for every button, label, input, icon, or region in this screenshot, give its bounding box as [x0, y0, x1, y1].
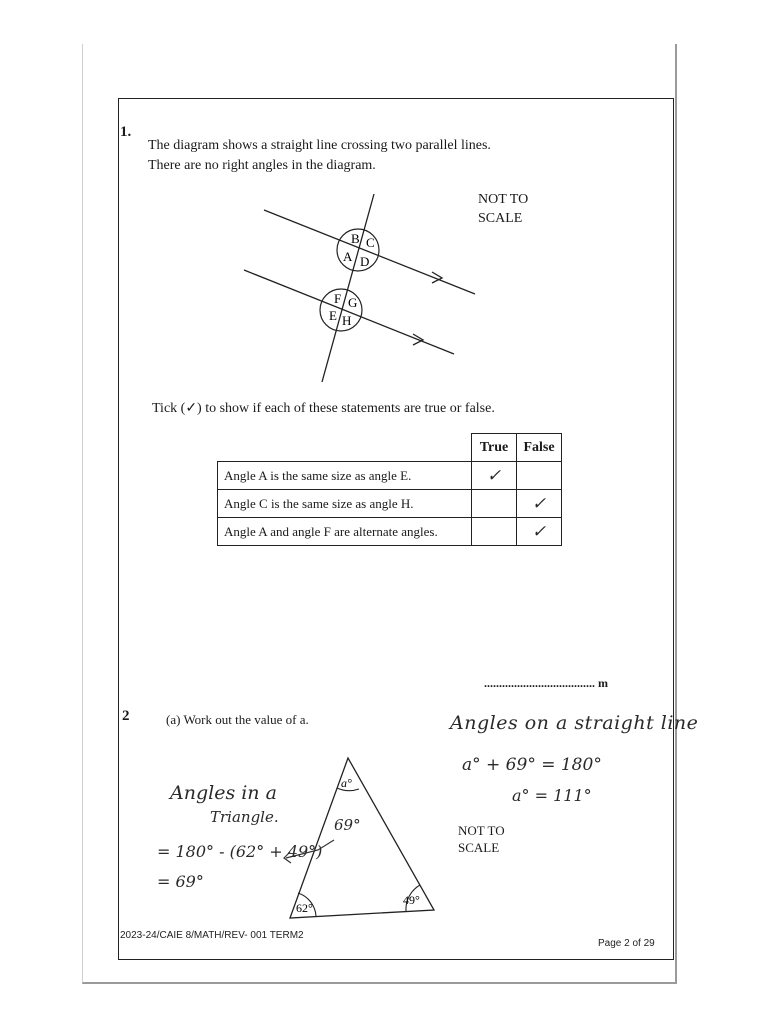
- handwritten-working-2: = 69°: [157, 872, 204, 891]
- angle-label-a: A: [343, 249, 353, 264]
- not-to-scale-line-2: SCALE: [478, 211, 523, 226]
- angle-62-label: 62°: [296, 901, 313, 915]
- header-true: True: [472, 434, 517, 462]
- header-false: False: [517, 434, 562, 462]
- question-1-line-1: The diagram shows a straight line crossing two parallel lines.: [148, 138, 491, 153]
- question-1-number: 1.: [120, 124, 132, 140]
- angle-49-label: 49°: [403, 893, 420, 907]
- tick-instruction: Tick (✓) to show if each of these statements are true or false.: [152, 401, 495, 416]
- angle-label-c: C: [366, 235, 375, 250]
- handwritten-equation-2: a° = 111°: [512, 786, 592, 805]
- footer-document-code: 2023-24/CAIE 8/MATH/REV- 001 TERM2: [120, 930, 304, 941]
- angle-a-label: a°: [341, 776, 352, 790]
- question-2-number: 2: [122, 708, 130, 724]
- not-to-scale-line-2: SCALE: [458, 840, 500, 855]
- statement-cell: Angle A is the same size as angle E.: [218, 462, 472, 490]
- handwritten-inner-angle: 69°: [334, 816, 361, 834]
- angle-label-d: D: [360, 254, 370, 269]
- statement-cell: Angle C is the same size as angle H.: [218, 490, 472, 518]
- question-2a-prompt: (a) Work out the value of a.: [166, 712, 309, 727]
- handwritten-title-triangle-2: Triangle.: [210, 808, 279, 826]
- angle-label-b: B: [351, 231, 360, 246]
- question-1-line-2: There are no right angles in the diagram.: [148, 158, 376, 173]
- handwritten-title-straight-line: Angles on a straight line: [450, 712, 699, 734]
- handwritten-equation-1: a° + 69° = 180°: [462, 755, 602, 775]
- footer-page-number: Page 2 of 29: [598, 938, 655, 949]
- statement-cell: Angle A and angle F are alternate angles.: [218, 518, 472, 546]
- true-tick-cell[interactable]: ✓: [472, 462, 517, 490]
- answer-line[interactable]: ..................................... m: [484, 676, 608, 690]
- not-to-scale-line-1: NOT TO: [458, 823, 505, 838]
- handwritten-title-triangle-1: Angles in a: [170, 782, 277, 804]
- angle-label-f: F: [334, 291, 342, 306]
- angle-label-g: G: [348, 295, 358, 310]
- handwritten-working-1: = 180° - (62° + 49°): [157, 842, 323, 861]
- angle-label-e: E: [329, 308, 337, 323]
- not-to-scale-line-1: NOT TO: [478, 192, 529, 207]
- false-tick-cell[interactable]: ✓: [517, 518, 562, 546]
- false-tick-cell[interactable]: ✓: [517, 490, 562, 518]
- angle-label-h: H: [342, 313, 352, 328]
